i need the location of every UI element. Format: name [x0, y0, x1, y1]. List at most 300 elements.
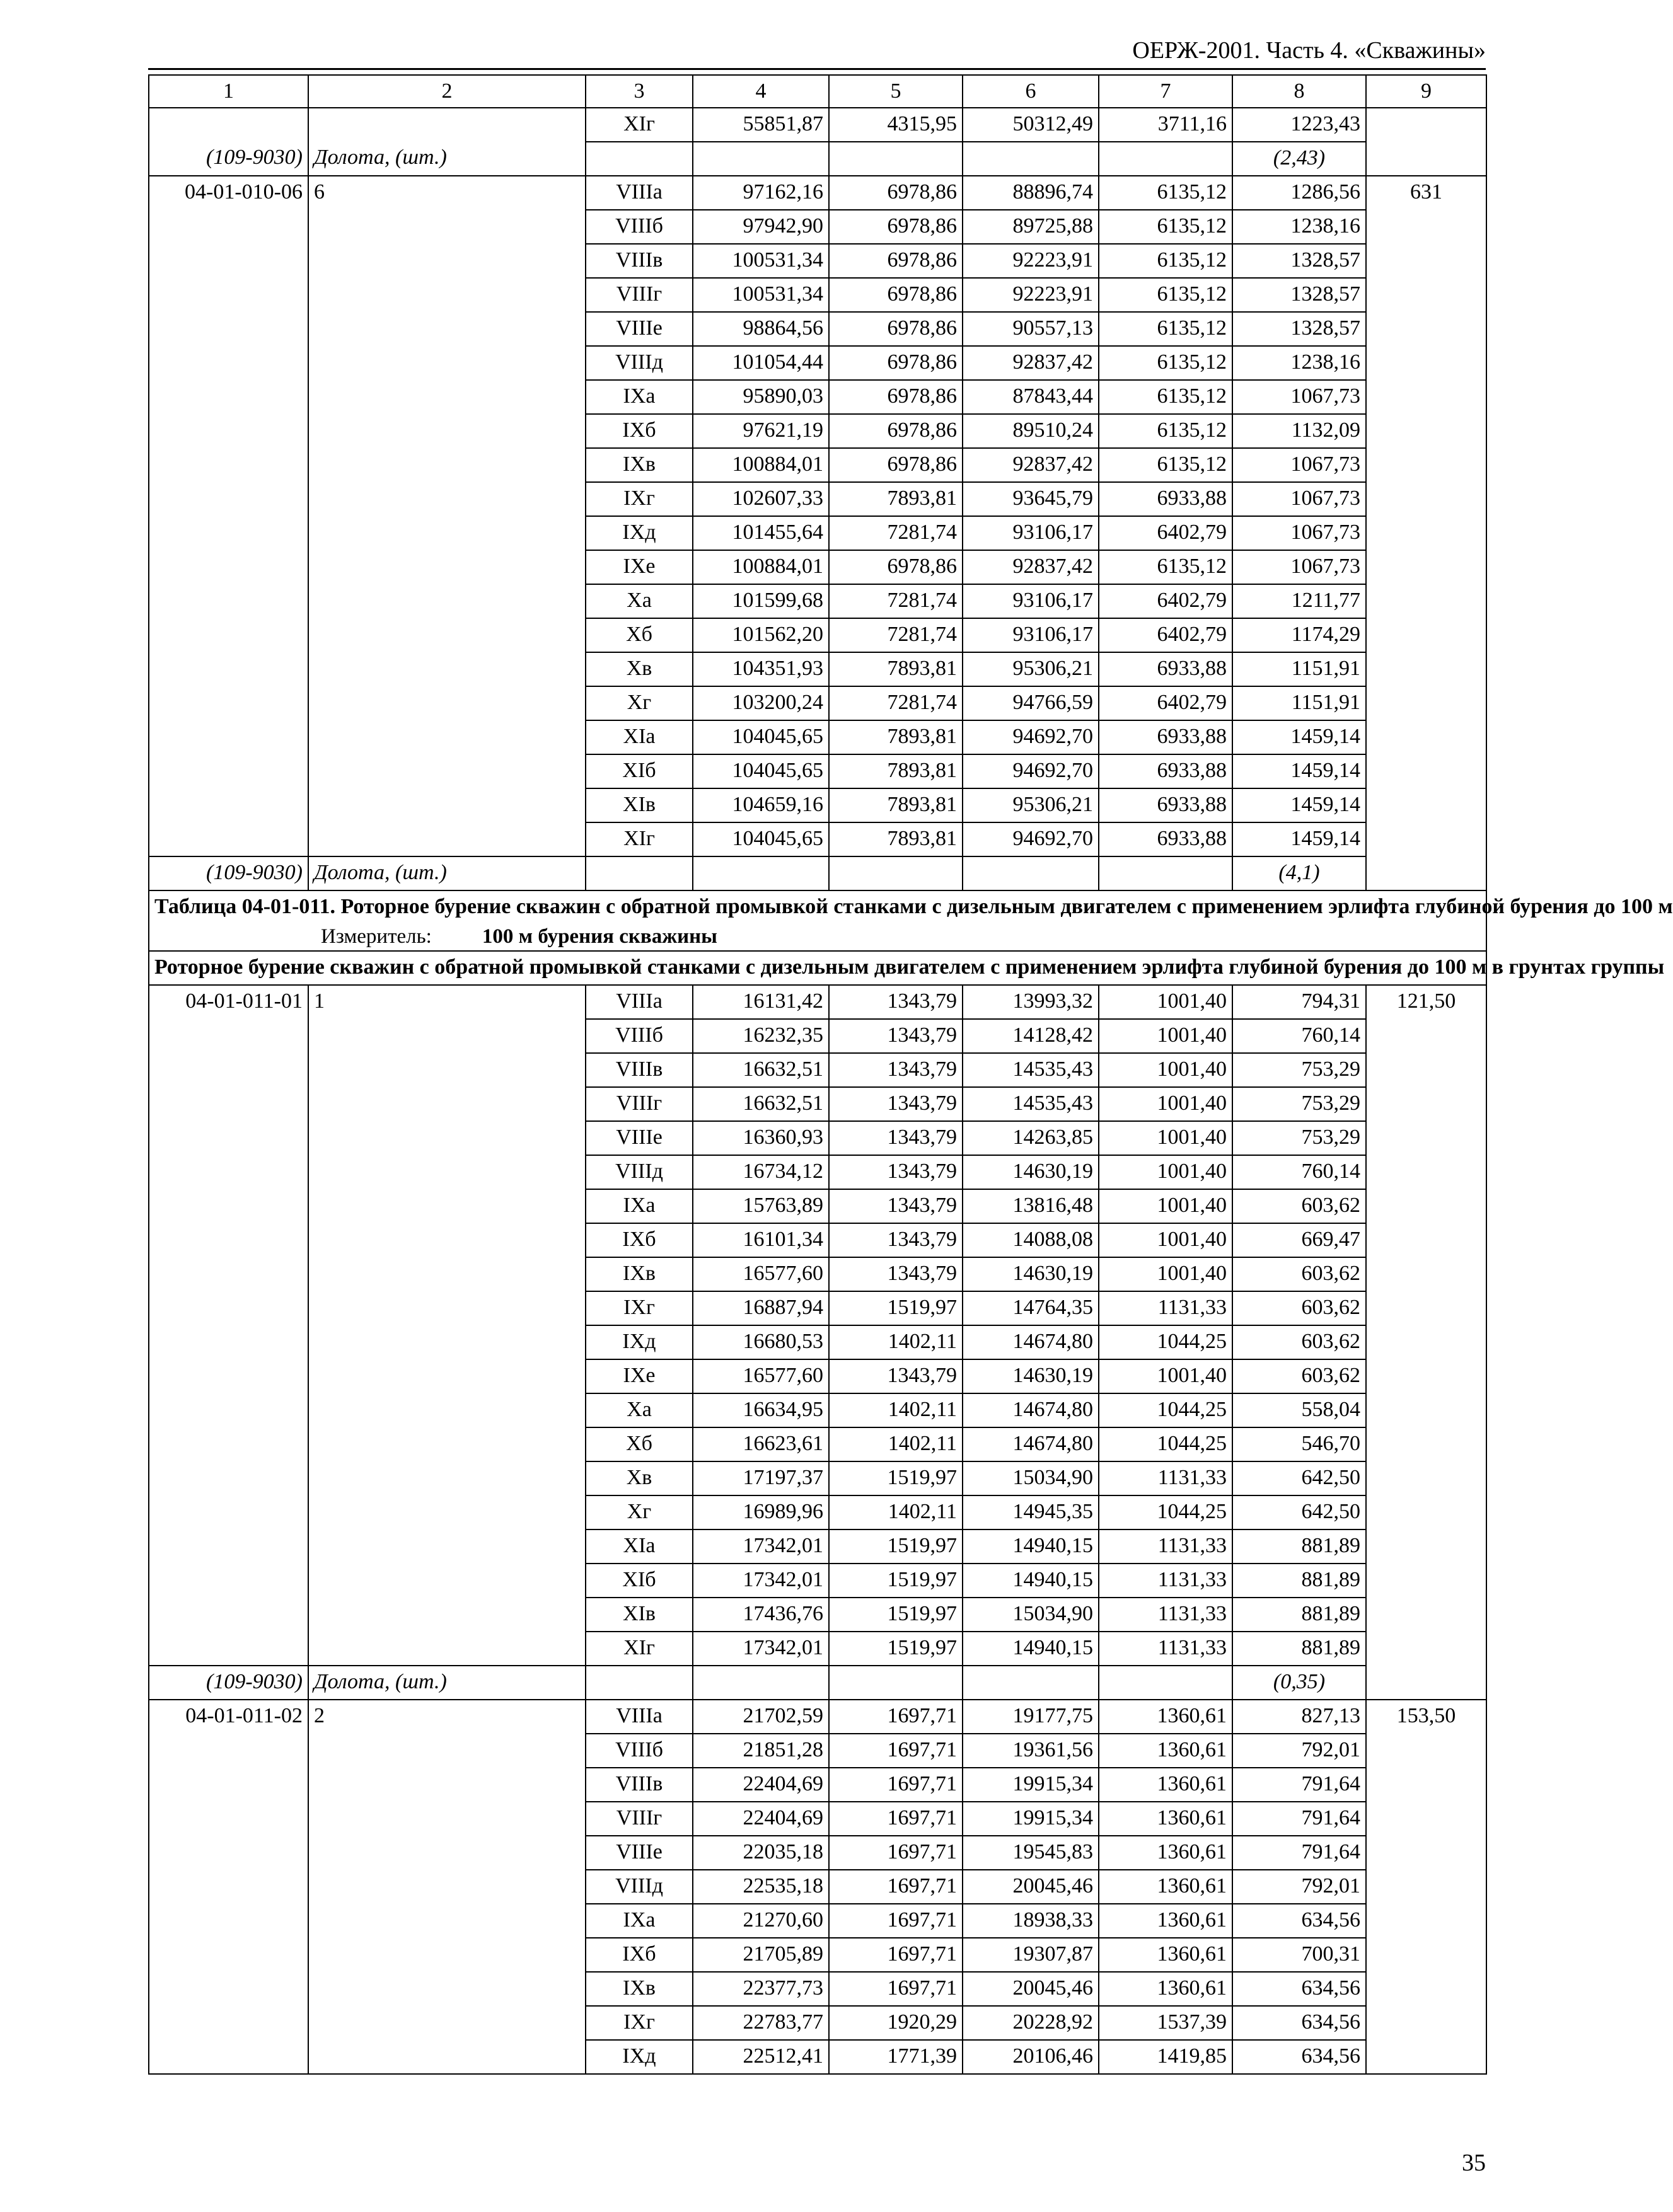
rates-table [148, 74, 1673, 2075]
value-cell: 6135,12 [1099, 278, 1232, 312]
column-header: 7 [1099, 75, 1232, 108]
value-cell: 1001,40 [1099, 1257, 1232, 1291]
value-cell: 6135,12 [1099, 176, 1232, 210]
value-cell: 1067,73 [1232, 482, 1366, 516]
value-cell: 1360,61 [1099, 1870, 1232, 1904]
value-cell: 1697,71 [829, 1700, 963, 1734]
footer-row [149, 1666, 1486, 1700]
value-cell: 760,14 [1232, 1019, 1366, 1053]
value-cell: 22783,77 [693, 2006, 829, 2040]
value-cell: 17436,76 [693, 1598, 829, 1632]
position-code: 04-01-010-06 [149, 176, 308, 856]
value-cell: 16101,34 [693, 1223, 829, 1257]
value-cell: 14630,19 [963, 1155, 1099, 1189]
value-cell: 22377,73 [693, 1972, 829, 2006]
value-cell: 16577,60 [693, 1359, 829, 1393]
soil-group-cell: IXа [586, 380, 693, 414]
value-cell: 1360,61 [1099, 1972, 1232, 2006]
value-cell: 881,89 [1232, 1632, 1366, 1666]
soil-group-cell: Xа [586, 584, 693, 618]
value-cell: 1360,61 [1099, 1734, 1232, 1768]
value-cell: 1174,29 [1232, 618, 1366, 652]
value-cell: 16632,51 [693, 1053, 829, 1087]
value-cell: 14535,43 [963, 1087, 1099, 1121]
value-cell: 95306,21 [963, 788, 1099, 822]
value-cell: 1131,33 [1099, 1598, 1232, 1632]
col9-value: 153,50 [1366, 1700, 1486, 2074]
value-cell: 92837,42 [963, 550, 1099, 584]
value-cell: 1343,79 [829, 1155, 963, 1189]
value-cell: 20228,92 [963, 2006, 1099, 2040]
value-cell: 6978,86 [829, 210, 963, 244]
soil-group-cell: XIв [586, 1598, 693, 1632]
soil-group-cell: XIг [586, 1632, 693, 1666]
position-number: 1 [308, 985, 586, 1666]
empty-cell [693, 1666, 829, 1700]
value-cell: 97621,19 [693, 414, 829, 448]
soil-group-cell: Xг [586, 1495, 693, 1529]
value-cell: 6978,86 [829, 244, 963, 278]
value-cell: 1519,97 [829, 1529, 963, 1564]
table-row [149, 1700, 1486, 1734]
value-cell: 14940,15 [963, 1632, 1099, 1666]
value-cell: 1343,79 [829, 1359, 963, 1393]
value-cell: 7281,74 [829, 584, 963, 618]
value-cell: 1697,71 [829, 1734, 963, 1768]
value-cell: 1001,40 [1099, 985, 1232, 1019]
value-cell: 15034,90 [963, 1598, 1099, 1632]
value-cell: 22035,18 [693, 1836, 829, 1870]
value-cell: 791,64 [1232, 1836, 1366, 1870]
bit-name: Долота, (шт.) [308, 856, 586, 890]
value-cell: 100531,34 [693, 278, 829, 312]
value-cell: 101599,68 [693, 584, 829, 618]
value-cell: 1360,61 [1099, 1938, 1232, 1972]
value-cell: 19177,75 [963, 1700, 1099, 1734]
value-cell: 6933,88 [1099, 754, 1232, 788]
value-cell: 753,29 [1232, 1053, 1366, 1087]
value-cell: 7893,81 [829, 754, 963, 788]
value-cell: 1920,29 [829, 2006, 963, 2040]
value-cell: 7893,81 [829, 788, 963, 822]
empty-cell [829, 1666, 963, 1700]
value-cell: 6933,88 [1099, 788, 1232, 822]
value-cell: 16131,42 [693, 985, 829, 1019]
table-title [149, 890, 1673, 951]
value-cell: 634,56 [1232, 2006, 1366, 2040]
value-cell: 16680,53 [693, 1325, 829, 1359]
value-cell: 1697,71 [829, 1870, 963, 1904]
value-cell: 753,29 [1232, 1121, 1366, 1155]
value-cell: 94692,70 [963, 720, 1099, 754]
value-cell: 17342,01 [693, 1529, 829, 1564]
value-cell: 14088,08 [963, 1223, 1099, 1257]
value-cell: 1771,39 [829, 2040, 963, 2074]
value-cell: 642,50 [1232, 1495, 1366, 1529]
value-cell: 6135,12 [1099, 414, 1232, 448]
value-cell: 6978,86 [829, 176, 963, 210]
col9-cell [1366, 142, 1486, 176]
table-subheading: Роторное бурение скважин с обратной промывкой станками с дизельным двигателем с применением эрлифта глубиной бурения до 100 м в грунтах группы [149, 951, 1486, 985]
value-cell: 1360,61 [1099, 1768, 1232, 1802]
page-number: 35 [1462, 2150, 1486, 2176]
value-cell: 95306,21 [963, 652, 1099, 686]
value-cell: 92223,91 [963, 278, 1099, 312]
value-cell: 1697,71 [829, 1972, 963, 2006]
value-cell: 881,89 [1232, 1564, 1366, 1598]
bit-code: (109-9030) [149, 142, 308, 176]
col9-value: 121,50 [1366, 985, 1486, 1700]
value-cell: 794,31 [1232, 985, 1366, 1019]
measure-line [154, 923, 1481, 950]
value-cell: 17197,37 [693, 1461, 829, 1495]
value-cell: 7893,81 [829, 720, 963, 754]
value-cell: 104045,65 [693, 754, 829, 788]
soil-group-cell: VIIIд [586, 1870, 693, 1904]
soil-group-cell: IXв [586, 1257, 693, 1291]
value-cell: 1402,11 [829, 1325, 963, 1359]
soil-group-cell: XIб [586, 754, 693, 788]
measure-value: 100 м бурения скважины [482, 925, 717, 948]
value-cell: 22404,69 [693, 1802, 829, 1836]
column-header: 6 [963, 75, 1099, 108]
soil-group-cell: IXа [586, 1189, 693, 1223]
value-cell: 634,56 [1232, 1904, 1366, 1938]
empty-cell [693, 856, 829, 890]
value-cell: 1459,14 [1232, 720, 1366, 754]
bit-name: Долота, (шт.) [308, 142, 586, 176]
value-cell: 6978,86 [829, 550, 963, 584]
position-number: 2 [308, 1700, 586, 2074]
value-cell: 6978,86 [829, 312, 963, 346]
value-cell: 15763,89 [693, 1189, 829, 1223]
value-cell: 16632,51 [693, 1087, 829, 1121]
value-cell: 760,14 [1232, 1155, 1366, 1189]
value-cell: 1328,57 [1232, 244, 1366, 278]
soil-group-cell: VIIIв [586, 244, 693, 278]
value-cell: 16989,96 [693, 1495, 829, 1529]
soil-group-cell: XIг [586, 822, 693, 856]
value-cell: 603,62 [1232, 1359, 1366, 1393]
value-cell: 700,31 [1232, 1938, 1366, 1972]
value-cell: 89510,24 [963, 414, 1099, 448]
value-cell: 94692,70 [963, 754, 1099, 788]
value-cell: 19545,83 [963, 1836, 1099, 1870]
value-cell: 6135,12 [1099, 380, 1232, 414]
value-cell: 6402,79 [1099, 516, 1232, 550]
value-cell: 98864,56 [693, 312, 829, 346]
value-cell: 1151,91 [1232, 686, 1366, 720]
value-cell: 15034,90 [963, 1461, 1099, 1495]
value-cell: 7281,74 [829, 686, 963, 720]
value-cell: 1132,09 [1232, 414, 1366, 448]
value-cell: 101054,44 [693, 346, 829, 380]
value-cell: 102607,33 [693, 482, 829, 516]
bit-value: (0,35) [1232, 1666, 1366, 1700]
value-cell: 1459,14 [1232, 788, 1366, 822]
soil-group-cell: IXг [586, 2006, 693, 2040]
table-title-row [149, 890, 1486, 951]
empty-cell [829, 142, 963, 176]
value-cell: 55851,87 [693, 108, 829, 142]
value-cell: 16232,35 [693, 1019, 829, 1053]
value-cell: 7893,81 [829, 652, 963, 686]
value-cell: 6135,12 [1099, 346, 1232, 380]
value-cell: 1537,39 [1099, 2006, 1232, 2040]
value-cell: 16634,95 [693, 1393, 829, 1427]
value-cell: 14674,80 [963, 1325, 1099, 1359]
value-cell: 1001,40 [1099, 1087, 1232, 1121]
value-cell: 1131,33 [1099, 1564, 1232, 1598]
value-cell: 14535,43 [963, 1053, 1099, 1087]
value-cell: 1328,57 [1232, 278, 1366, 312]
soil-group-cell: Xв [586, 652, 693, 686]
value-cell: 7893,81 [829, 822, 963, 856]
value-cell: 1223,43 [1232, 108, 1366, 142]
soil-group-cell: IXб [586, 1938, 693, 1972]
empty-cell [963, 142, 1099, 176]
value-cell: 1343,79 [829, 1257, 963, 1291]
value-cell: 14940,15 [963, 1529, 1099, 1564]
value-cell: 17342,01 [693, 1632, 829, 1666]
soil-group-cell: VIIIг [586, 1802, 693, 1836]
soil-group-cell: VIIIв [586, 1768, 693, 1802]
value-cell: 1459,14 [1232, 822, 1366, 856]
empty-cell [1099, 142, 1232, 176]
value-cell: 104045,65 [693, 822, 829, 856]
value-cell: 6933,88 [1099, 720, 1232, 754]
value-cell: 20045,46 [963, 1972, 1099, 2006]
value-cell: 1131,33 [1099, 1461, 1232, 1495]
value-cell: 1343,79 [829, 1121, 963, 1155]
value-cell: 94692,70 [963, 822, 1099, 856]
soil-group-cell: XIб [586, 1564, 693, 1598]
value-cell: 1519,97 [829, 1461, 963, 1495]
column-header: 8 [1232, 75, 1366, 108]
value-cell: 1328,57 [1232, 312, 1366, 346]
value-cell: 603,62 [1232, 1325, 1366, 1359]
value-cell: 88896,74 [963, 176, 1099, 210]
table-row [149, 108, 1486, 142]
soil-group-cell: VIIIе [586, 1836, 693, 1870]
subheading-row [149, 951, 1486, 985]
value-cell: 1211,77 [1232, 584, 1366, 618]
position-code: 04-01-011-02 [149, 1700, 308, 2074]
value-cell: 16360,93 [693, 1121, 829, 1155]
value-cell: 1519,97 [829, 1291, 963, 1325]
value-cell: 21705,89 [693, 1938, 829, 1972]
value-cell: 89725,88 [963, 210, 1099, 244]
col9-value: 631 [1366, 176, 1486, 890]
empty-cell [586, 856, 693, 890]
value-cell: 1131,33 [1099, 1291, 1232, 1325]
value-cell: 1067,73 [1232, 550, 1366, 584]
value-cell: 6978,86 [829, 380, 963, 414]
value-cell: 1131,33 [1099, 1632, 1232, 1666]
value-cell: 20106,46 [963, 2040, 1099, 2074]
value-cell: 6402,79 [1099, 686, 1232, 720]
soil-group-cell: XIв [586, 788, 693, 822]
value-cell: 1697,71 [829, 1938, 963, 1972]
value-cell: 104659,16 [693, 788, 829, 822]
soil-group-cell: Xб [586, 618, 693, 652]
value-cell: 14940,15 [963, 1564, 1099, 1598]
value-cell: 101455,64 [693, 516, 829, 550]
value-cell: 791,64 [1232, 1768, 1366, 1802]
value-cell: 1402,11 [829, 1427, 963, 1461]
value-cell: 16623,61 [693, 1427, 829, 1461]
value-cell: 1697,71 [829, 1904, 963, 1938]
soil-group-cell: IXв [586, 448, 693, 482]
value-cell: 14945,35 [963, 1495, 1099, 1529]
empty-cell [1099, 856, 1232, 890]
bit-code: (109-9030) [149, 856, 308, 890]
value-cell: 6135,12 [1099, 550, 1232, 584]
value-cell: 92837,42 [963, 448, 1099, 482]
value-cell: 6978,86 [829, 414, 963, 448]
value-cell: 753,29 [1232, 1087, 1366, 1121]
value-cell: 634,56 [1232, 2040, 1366, 2074]
value-cell: 603,62 [1232, 1257, 1366, 1291]
value-cell: 6402,79 [1099, 618, 1232, 652]
value-cell: 1238,16 [1232, 210, 1366, 244]
soil-group-cell: VIIIб [586, 210, 693, 244]
value-cell: 1067,73 [1232, 448, 1366, 482]
soil-group-cell: IXб [586, 414, 693, 448]
value-cell: 1360,61 [1099, 1836, 1232, 1870]
value-cell: 558,04 [1232, 1393, 1366, 1427]
value-cell: 1402,11 [829, 1495, 963, 1529]
soil-group-cell: XIа [586, 1529, 693, 1564]
soil-group-cell: IXв [586, 1972, 693, 2006]
soil-group-cell: XIа [586, 720, 693, 754]
soil-group-cell: Xа [586, 1393, 693, 1427]
name-cell [308, 108, 586, 142]
value-cell: 97162,16 [693, 176, 829, 210]
value-cell: 1343,79 [829, 1189, 963, 1223]
empty-cell [963, 856, 1099, 890]
value-cell: 1343,79 [829, 1019, 963, 1053]
value-cell: 1360,61 [1099, 1904, 1232, 1938]
value-cell: 97942,90 [693, 210, 829, 244]
value-cell: 50312,49 [963, 108, 1099, 142]
value-cell: 1131,33 [1099, 1529, 1232, 1564]
value-cell: 92223,91 [963, 244, 1099, 278]
bit-value: (2,43) [1232, 142, 1366, 176]
value-cell: 1001,40 [1099, 1053, 1232, 1087]
value-cell: 95890,03 [693, 380, 829, 414]
value-cell: 14128,42 [963, 1019, 1099, 1053]
empty-cell [1099, 1666, 1232, 1700]
value-cell: 1001,40 [1099, 1019, 1232, 1053]
soil-group-cell: VIIIб [586, 1734, 693, 1768]
value-cell: 1343,79 [829, 1053, 963, 1087]
value-cell: 19307,87 [963, 1938, 1099, 1972]
footer-row [149, 856, 1486, 890]
value-cell: 13993,32 [963, 985, 1099, 1019]
value-cell: 881,89 [1232, 1598, 1366, 1632]
value-cell: 1402,11 [829, 1393, 963, 1427]
value-cell: 792,01 [1232, 1870, 1366, 1904]
measure-label: Измеритель: [321, 925, 432, 948]
bit-value: (4,1) [1232, 856, 1366, 890]
value-cell: 7281,74 [829, 618, 963, 652]
value-cell: 14630,19 [963, 1359, 1099, 1393]
soil-group-cell: IXе [586, 550, 693, 584]
value-cell: 603,62 [1232, 1189, 1366, 1223]
value-cell: 14674,80 [963, 1393, 1099, 1427]
value-cell: 17342,01 [693, 1564, 829, 1598]
soil-group-cell: VIIIг [586, 1087, 693, 1121]
soil-group-cell: VIIIа [586, 985, 693, 1019]
value-cell: 19915,34 [963, 1768, 1099, 1802]
col9-cell [1366, 108, 1486, 142]
value-cell: 1697,71 [829, 1836, 963, 1870]
value-cell: 6135,12 [1099, 448, 1232, 482]
column-header: 4 [693, 75, 829, 108]
value-cell: 603,62 [1232, 1291, 1366, 1325]
value-cell: 14764,35 [963, 1291, 1099, 1325]
soil-group-cell: IXг [586, 482, 693, 516]
soil-group-cell: VIIIе [586, 1121, 693, 1155]
value-cell: 92837,42 [963, 346, 1099, 380]
soil-group-cell: XIг [586, 108, 693, 142]
value-cell: 100531,34 [693, 244, 829, 278]
value-cell: 1360,61 [1099, 1802, 1232, 1836]
footer-row [149, 142, 1486, 176]
value-cell: 1697,71 [829, 1768, 963, 1802]
value-cell: 101562,20 [693, 618, 829, 652]
table-title-text: Таблица 04-01-011. Роторное бурение скважин с обратной промывкой станками с дизельным двигателем с применением эрлифта глубиной бурения до 100 м [154, 895, 1673, 918]
soil-group-cell: IXг [586, 1291, 693, 1325]
soil-group-cell: IXд [586, 2040, 693, 2074]
value-cell: 6135,12 [1099, 244, 1232, 278]
value-cell: 22535,18 [693, 1870, 829, 1904]
column-header: 3 [586, 75, 693, 108]
value-cell: 1001,40 [1099, 1155, 1232, 1189]
value-cell: 1519,97 [829, 1598, 963, 1632]
value-cell: 1044,25 [1099, 1325, 1232, 1359]
column-header: 5 [829, 75, 963, 108]
value-cell: 16734,12 [693, 1155, 829, 1189]
value-cell: 1001,40 [1099, 1189, 1232, 1223]
value-cell: 21270,60 [693, 1904, 829, 1938]
value-cell: 1044,25 [1099, 1495, 1232, 1529]
value-cell: 1343,79 [829, 1087, 963, 1121]
value-cell: 546,70 [1232, 1427, 1366, 1461]
value-cell: 6402,79 [1099, 584, 1232, 618]
value-cell: 90557,13 [963, 312, 1099, 346]
value-cell: 6933,88 [1099, 482, 1232, 516]
value-cell: 3711,16 [1099, 108, 1232, 142]
value-cell: 1067,73 [1232, 516, 1366, 550]
soil-group-cell: IXб [586, 1223, 693, 1257]
value-cell: 18938,33 [963, 1904, 1099, 1938]
table-row [149, 985, 1486, 1019]
value-cell: 1519,97 [829, 1564, 963, 1598]
value-cell: 103200,24 [693, 686, 829, 720]
column-header: 1 [149, 75, 308, 108]
value-cell: 1459,14 [1232, 754, 1366, 788]
value-cell: 6135,12 [1099, 210, 1232, 244]
value-cell: 1001,40 [1099, 1359, 1232, 1393]
soil-group-cell: Xг [586, 686, 693, 720]
value-cell: 6978,86 [829, 346, 963, 380]
soil-group-cell: IXе [586, 1359, 693, 1393]
code-cell [149, 108, 308, 142]
value-cell: 93106,17 [963, 618, 1099, 652]
value-cell: 1151,91 [1232, 652, 1366, 686]
